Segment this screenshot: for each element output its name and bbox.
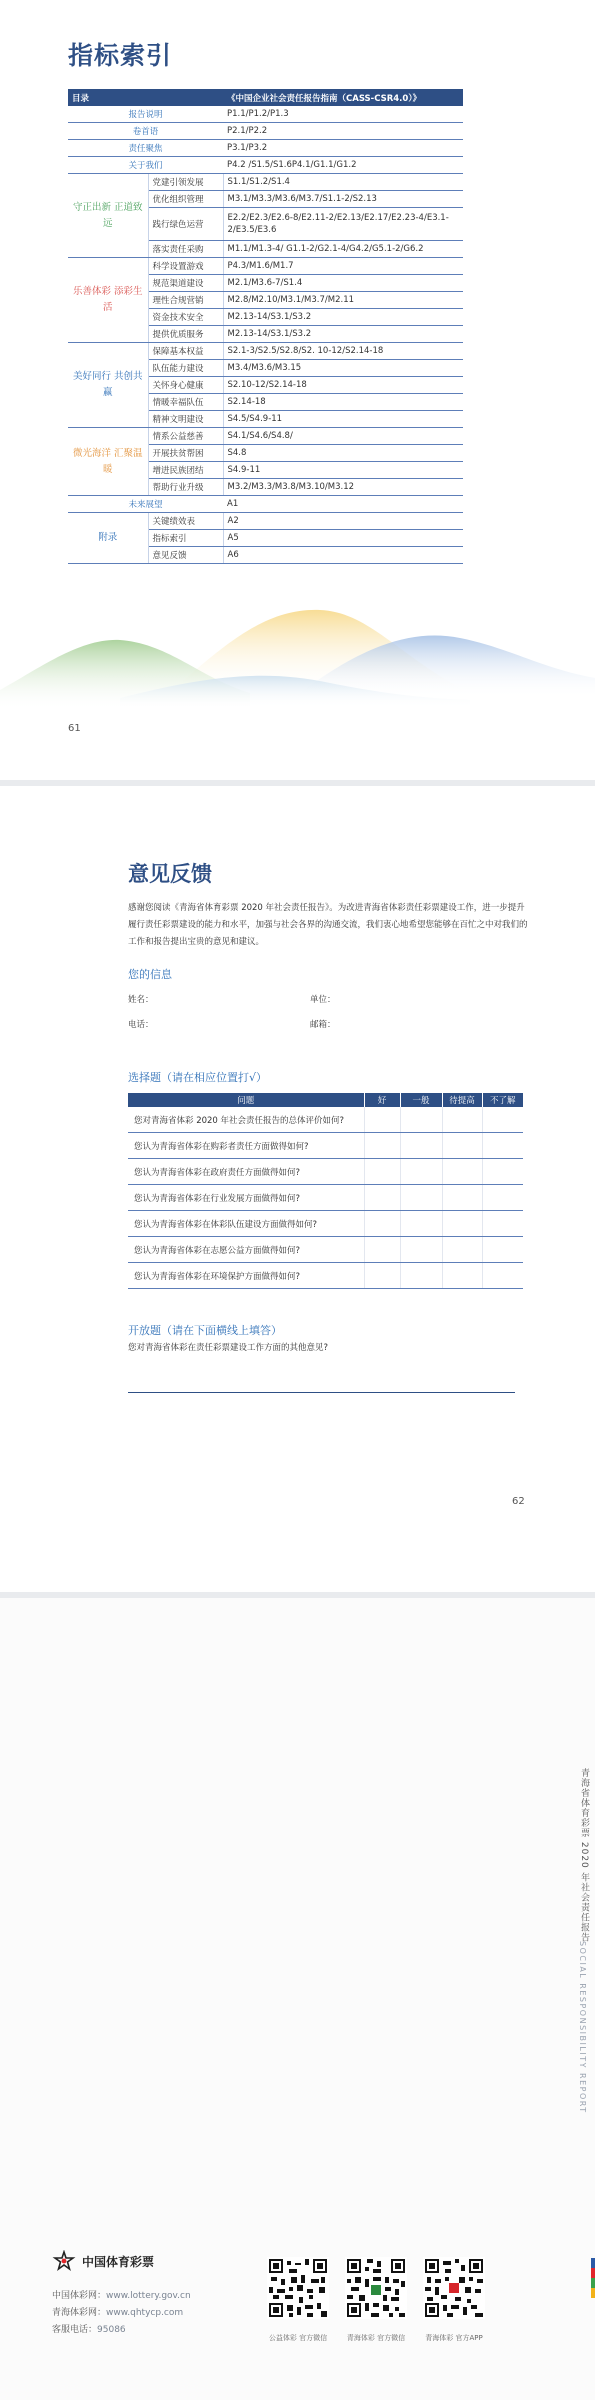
answer-unknown[interactable]	[482, 1107, 523, 1133]
sub-label: 帮助行业升级	[148, 479, 223, 496]
col-question: 问题	[128, 1093, 364, 1107]
question-text: 您认为青海省体彩在行业发展方面做得如何?	[128, 1185, 364, 1211]
sub-label: 践行绿色运营	[148, 208, 223, 241]
contact-line	[52, 2288, 191, 2301]
header-guide: 《中国企业社会责任报告指南（CASS-CSR4.0）》	[223, 89, 463, 106]
question-row	[128, 1185, 523, 1211]
open-question: 您对青海省体彩在责任彩票建设工作方面的其他意见?	[128, 1343, 329, 1353]
qr-code-icon[interactable]	[423, 2257, 485, 2319]
qr-caption: 青海体彩 官方APP	[425, 2334, 483, 2342]
choice-table	[128, 1093, 523, 1289]
sub-label: 提供优质服务	[148, 326, 223, 343]
choice-header-row	[128, 1093, 523, 1107]
index-ref: S4.5/S4.9-11	[223, 411, 463, 428]
answer-improve[interactable]	[442, 1263, 482, 1289]
page-number: 62	[512, 1496, 525, 1507]
answer-improve[interactable]	[442, 1159, 482, 1185]
name-field[interactable]: 姓名：	[128, 995, 154, 1005]
index-ref: A5	[223, 530, 463, 547]
answer-improve[interactable]	[442, 1133, 482, 1159]
answer-good[interactable]	[364, 1159, 400, 1185]
sub-label: 资金技术安全	[148, 309, 223, 326]
lottery-logo-icon	[52, 2250, 76, 2272]
section-label: 未来展望	[68, 496, 223, 513]
answer-improve[interactable]	[442, 1185, 482, 1211]
sub-label: 增进民族团结	[148, 462, 223, 479]
chapter-label: 美好同行 共创共赢	[68, 343, 148, 428]
sub-label: 精神文明建设	[148, 411, 223, 428]
contact-label: 客服电话：	[52, 2325, 98, 2335]
chapter-label: 乐善体彩 添彩生活	[68, 258, 148, 343]
sub-label: 规范渠道建设	[148, 275, 223, 292]
question-text: 您认为青海省体彩在政府责任方面做得如何?	[128, 1159, 364, 1185]
answer-good[interactable]	[364, 1263, 400, 1289]
answer-good[interactable]	[364, 1107, 400, 1133]
qr-caption: 青海体彩 官方微信	[346, 2334, 406, 2342]
contact-label: 青海体彩网：	[52, 2308, 107, 2318]
sub-label: 优化组织管理	[148, 191, 223, 208]
answer-unknown[interactable]	[482, 1211, 523, 1237]
contact-line	[52, 2322, 126, 2335]
answer-good[interactable]	[364, 1185, 400, 1211]
index-ref: M2.13-14/S3.1/S3.2	[223, 309, 463, 326]
index-ref: P1.1/P1.2/P1.3	[223, 106, 463, 123]
answer-average[interactable]	[400, 1133, 442, 1159]
contact-value: 95086	[97, 2325, 126, 2335]
side-title-cn: 青海省体育彩票 2020 年社会责任报告	[579, 1768, 589, 1943]
answer-good[interactable]	[364, 1133, 400, 1159]
answer-unknown[interactable]	[482, 1185, 523, 1211]
chapter-label: 附录	[68, 513, 148, 564]
index-ref: S2.14-18	[223, 394, 463, 411]
answer-average[interactable]	[400, 1107, 442, 1133]
index-row	[68, 343, 463, 360]
sub-label: 队伍能力建设	[148, 360, 223, 377]
index-ref: S4.9-11	[223, 462, 463, 479]
answer-unknown[interactable]	[482, 1237, 523, 1263]
answer-average[interactable]	[400, 1185, 442, 1211]
answer-line[interactable]	[128, 1392, 515, 1393]
sub-label: 开展扶贫帮困	[148, 445, 223, 462]
index-row	[68, 106, 463, 123]
question-row	[128, 1133, 523, 1159]
question-text: 您认为青海省体彩在志愿公益方面做得如何?	[128, 1237, 364, 1263]
question-row	[128, 1107, 523, 1133]
index-ref: P2.1/P2.2	[223, 123, 463, 140]
qr-code-icon[interactable]	[345, 2257, 407, 2319]
answer-unknown[interactable]	[482, 1263, 523, 1289]
question-row	[128, 1211, 523, 1237]
answer-good[interactable]	[364, 1237, 400, 1263]
chapter-label: 守正出新 正道致远	[68, 174, 148, 258]
index-ref: P4.3/M1.6/M1.7	[223, 258, 463, 275]
color-stripes	[591, 2258, 595, 2298]
question-text: 您对青海省体彩 2020 年社会责任报告的总体评价如何?	[128, 1107, 364, 1133]
index-ref: A2	[223, 513, 463, 530]
question-text: 您认为青海省体彩在体彩队伍建设方面做得如何?	[128, 1211, 364, 1237]
choice-heading: 选择题（请在相应位置打√）	[128, 1071, 268, 1084]
section-label: 卷首语	[68, 123, 223, 140]
index-ref: M1.1/M1.3-4/ G1.1-2/G2.1-4/G4.2/G5.1-2/G6.2	[223, 241, 463, 258]
col-unknown: 不了解	[482, 1093, 523, 1107]
logo	[52, 2250, 154, 2272]
index-ref: E2.2/E2.3/E2.6-8/E2.11-2/E2.13/E2.17/E2.23-4/E3.1-2/E3.5/E3.6	[223, 208, 463, 241]
section-label: 责任聚焦	[68, 140, 223, 157]
sub-label: 保障基本权益	[148, 343, 223, 360]
index-ref: S2.1-3/S2.5/S2.8/S2. 10-12/S2.14-18	[223, 343, 463, 360]
sub-label: 关怀身心健康	[148, 377, 223, 394]
index-ref: M2.8/M2.10/M3.1/M3.7/M2.11	[223, 292, 463, 309]
side-title-en: SOCIAL RESPONSIBILITY REPORT	[578, 1941, 587, 2114]
index-row	[68, 123, 463, 140]
sub-label: 理性合规营销	[148, 292, 223, 309]
index-ref: M3.2/M3.3/M3.8/M3.10/M3.12	[223, 479, 463, 496]
col-average: 一般	[400, 1093, 442, 1107]
index-row	[68, 174, 463, 191]
answer-good[interactable]	[364, 1211, 400, 1237]
index-ref: S2.10-12/S2.14-18	[223, 377, 463, 394]
chapter-label: 微光海洋 汇聚温暖	[68, 428, 148, 496]
header-toc: 目录	[68, 89, 223, 106]
qr-code-icon[interactable]	[267, 2257, 329, 2319]
open-heading: 开放题（请在下面横线上填答）	[128, 1324, 282, 1337]
qr-caption: 公益体彩 官方微信	[268, 2334, 328, 2342]
answer-average[interactable]	[400, 1159, 442, 1185]
page-title: 意见反馈	[128, 862, 212, 886]
col-improve: 待提高	[442, 1093, 482, 1107]
contact-line	[52, 2305, 183, 2318]
feedback-page	[0, 786, 595, 1592]
index-ref: S1.1/S1.2/S1.4	[223, 174, 463, 191]
unit-field[interactable]: 单位：	[310, 995, 336, 1005]
sub-label: 关键绩效表	[148, 513, 223, 530]
contact-label: 中国体彩网：	[52, 2291, 107, 2301]
section-label: 关于我们	[68, 157, 223, 174]
index-ref: M3.4/M3.6/M3.15	[223, 360, 463, 377]
col-good: 好	[364, 1093, 400, 1107]
index-row	[68, 140, 463, 157]
index-ref: M2.13-14/S3.1/S3.2	[223, 326, 463, 343]
index-row	[68, 513, 463, 530]
question-row	[128, 1263, 523, 1289]
answer-unknown[interactable]	[482, 1159, 523, 1185]
index-ref: S4.8	[223, 445, 463, 462]
sub-label: 指标索引	[148, 530, 223, 547]
sub-label: 落实责任采购	[148, 241, 223, 258]
index-row	[68, 157, 463, 174]
index-table	[68, 89, 463, 564]
page-title: 指标索引	[68, 41, 173, 70]
answer-average[interactable]	[400, 1263, 442, 1289]
contact-value[interactable]: www.qhtycp.com	[106, 2308, 184, 2318]
question-row	[128, 1237, 523, 1263]
question-text: 您认为青海省体彩在环境保护方面做得如何?	[128, 1263, 364, 1289]
index-ref: A1	[223, 496, 463, 513]
index-ref: P4.2 /S1.5/S1.6P4.1/G1.1/G1.2	[223, 157, 463, 174]
page-number: 61	[68, 723, 81, 734]
answer-average[interactable]	[400, 1237, 442, 1263]
sub-label: 意见反馈	[148, 547, 223, 564]
contact-value[interactable]: www.lottery.gov.cn	[106, 2291, 191, 2301]
index-row	[68, 496, 463, 513]
email-field[interactable]: 邮箱：	[310, 1020, 336, 1030]
index-ref: P3.1/P3.2	[223, 140, 463, 157]
sub-label: 科学设置游戏	[148, 258, 223, 275]
hills-illustration	[0, 598, 595, 708]
index-page	[0, 0, 595, 780]
answer-unknown[interactable]	[482, 1133, 523, 1159]
index-row	[68, 428, 463, 445]
answer-average[interactable]	[400, 1211, 442, 1237]
answer-improve[interactable]	[442, 1237, 482, 1263]
index-header-row	[68, 89, 463, 106]
index-row	[68, 258, 463, 275]
answer-improve[interactable]	[442, 1211, 482, 1237]
sub-label: 情暖幸福队伍	[148, 394, 223, 411]
phone-field[interactable]: 电话：	[128, 1020, 154, 1030]
section-label: 报告说明	[68, 106, 223, 123]
logo-text: 中国体育彩票	[82, 2254, 155, 2269]
answer-improve[interactable]	[442, 1107, 482, 1133]
question-text: 您认为青海省体彩在购彩者责任方面做得如何?	[128, 1133, 364, 1159]
sub-label: 情系公益慈善	[148, 428, 223, 445]
back-cover	[0, 1598, 595, 2400]
index-ref: M3.1/M3.3/M3.6/M3.7/S1.1-2/S2.13	[223, 191, 463, 208]
question-row	[128, 1159, 523, 1185]
info-heading: 您的信息	[128, 968, 172, 981]
intro-text: 感谢您阅读《青海省体育彩票 2020 年社会责任报告》。为改进青海省体彩责任彩票建设工作，进一步提升履行责任彩票建设的能力和水平，加强与社会各界的沟通交流，我们衷心地希望您能够在百忙之中对我们的工作和报告提出宝贵的意见和建议。	[128, 903, 528, 947]
index-ref: M2.1/M3.6-7/S1.4	[223, 275, 463, 292]
index-ref: A6	[223, 547, 463, 564]
sub-label: 党建引领发展	[148, 174, 223, 191]
index-ref: S4.1/S4.6/S4.8/	[223, 428, 463, 445]
